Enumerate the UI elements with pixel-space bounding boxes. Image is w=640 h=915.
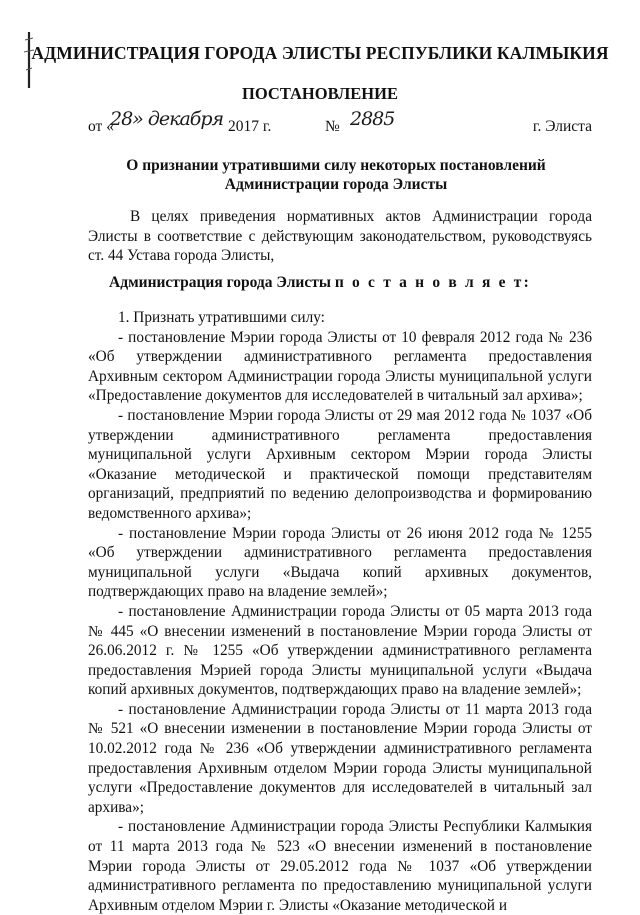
list-item: - постановление Мэрии города Элисты от 10 февраля 2012 года № 236 «Об утверждении административного регламента предоставления Архивным сектором Администрации города Элисты муниципальной услуги «Предоставление документов для исследователей в читальный зал архива»;: [88, 328, 592, 405]
dateline: [88, 108, 592, 140]
city: г. Элиста: [532, 118, 592, 135]
resolution-lead: Администрация города Элисты: [109, 274, 331, 291]
subject-line-1: О признании утратившими силу некоторых постановлений: [126, 157, 546, 174]
date-prefix: от «: [88, 118, 114, 135]
preamble: [88, 207, 592, 266]
handwritten-date: 28» декабря: [110, 108, 224, 130]
document-subject: [80, 156, 592, 194]
list-item: - постановление Администрации города Элисты от 05 марта 2013 года № 445 «О внесении изменений в постановление Мэрии города Элисты от 26.06.2012 г. № 1255 «Об утверждении административного регламента предоставления Мэрией города Элисты муниципальной услуги «Выдача копий архивных документов, подтверждающих право на владение землей»;: [88, 602, 592, 699]
resolution-verb: п о с т а н о в л я е т:: [334, 274, 531, 291]
list-item: - постановление Мэрии города Элисты от 29 мая 2012 года № 1037 «Об утверждении административного регламента предоставления муниципальной услуги Архивным сектором Мэрии города Элисты «Оказание методической и практической помощи представителям организаций, предприятий по ведению делопроизводства и формированию ведомственного архива»;: [88, 406, 592, 522]
handwritten-number: 2885: [350, 108, 395, 130]
list-item: - постановление Администрации города Элисты от 11 марта 2013 года № 521 «О внесении изменении в постановление Мэрии города Элисты от 10.02.2012 года № 236 «Об утверждении административного регламента предоставления Архивным отделом Мэрии города Элисты муниципальной услуги «Предоставление документов для исследователей в читальный зал архива»;: [88, 700, 592, 816]
list-item: - постановление Мэрии города Элисты от 26 июня 2012 года № 1255 «Об утверждении административного регламента предоставления муниципальной услуги «Выдача копий архивных документов, подтверждающих право на владение землей»;: [88, 524, 592, 601]
preamble-text: В целях приведения нормативных актов Администрации города Элисты в соответствие с действующим законодательством, руководствуясь ст. 44 Устава города Элисты,: [88, 208, 592, 265]
date-year: 2017 г.: [228, 118, 272, 135]
resolution-heading: [0, 274, 640, 292]
organization-title: АДМИНИСТРАЦИЯ ГОРОДА ЭЛИСТЫ РЕСПУБЛИКИ КАЛМЫКИЯ: [31, 43, 609, 63]
number-prefix: №: [325, 118, 340, 135]
resolution-items: [88, 308, 592, 915]
subject-line-2: Администрации города Элисты: [224, 176, 448, 193]
list-item: - постановление Администрации города Элисты Республики Калмыкия от 11 марта 2013 года № 523 «О внесении изменений в постановление Мэрии города Элисты от 29.05.2012 года № 1037 «Об утверждении административного регламента по предоставлению муниципальной услуги Архивным отделом Мэрии г. Элисты «Оказание методической и: [88, 818, 592, 914]
document-type: ПОСТАНОВЛЕНИЕ: [242, 84, 398, 103]
list-item: 1. Признать утратившими силу:: [118, 309, 325, 326]
